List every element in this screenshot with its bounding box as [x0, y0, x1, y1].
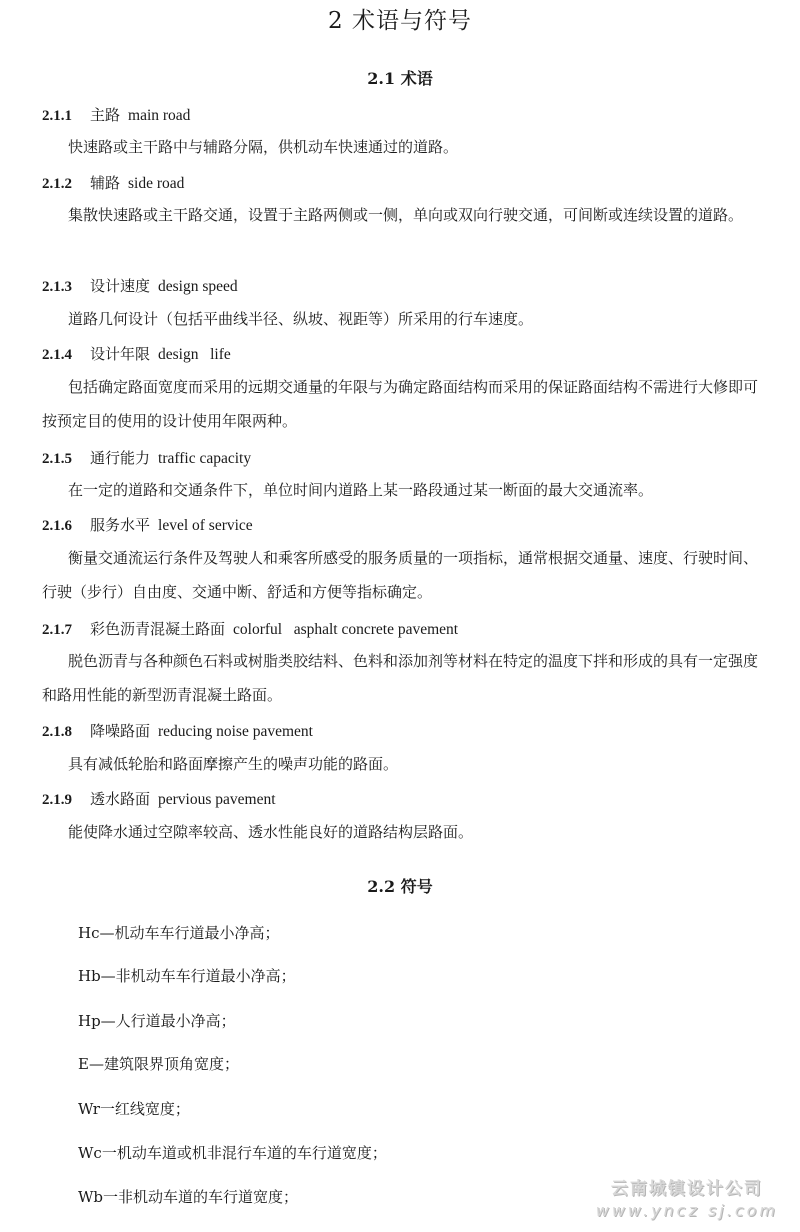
term-heading — [42, 788, 276, 809]
symbol-item: Hc—机动车车行道最小净高； — [78, 924, 280, 942]
term-en: colorful asphalt concrete pavement — [233, 621, 459, 638]
term-heading — [42, 447, 251, 468]
term-number: 2.1.2 — [42, 176, 72, 192]
term-number: 2.1.6 — [42, 518, 72, 534]
term-en: traffic capacity — [158, 450, 252, 467]
symbol-item: E—建筑限界顶角宽度； — [78, 1055, 239, 1073]
term-zh: 彩色沥青混凝土路面 — [90, 620, 226, 638]
term-definition: 脱色沥青与各种颜色石料或树脂类胶结料、色料和添加剂等材料在特定的温度下拌和形成的具有一定强度和路用性能的新型沥青混凝土路面。 — [42, 652, 759, 704]
term-number: 2.1.9 — [42, 792, 72, 808]
term-zh: 主路 — [90, 106, 121, 124]
term-en: main road — [128, 107, 191, 124]
section-title-symbols: 2.2 符号 — [367, 877, 433, 896]
term-definition: 具有减低轮胎和路面摩擦产生的噪声功能的路面。 — [68, 755, 399, 773]
term-number: 2.1.3 — [42, 279, 72, 295]
term-number: 2.1.5 — [42, 451, 72, 467]
term-definition: 衡量交通流运行条件及驾驶人和乘客所感受的服务质量的一项指标，通常根据交通量、速度、行驶时间、行驶（步行）自由度、交通中断、舒适和方便等指标确定。 — [42, 549, 759, 601]
term-number: 2.1.4 — [42, 347, 72, 363]
term-definition: 能使降水通过空隙率较高、透水性能良好的道路结构层路面。 — [68, 823, 474, 841]
term-definition: 包括确定路面宽度而采用的远期交通量的年限与为确定路面结构而采用的保证路面结构不需进行大修即可按预定目的使用的设计使用年限两种。 — [42, 378, 759, 430]
term-heading — [42, 172, 184, 193]
term-definition: 快速路或主干路中与辅路分隔，供机动车快速通过的道路。 — [68, 138, 459, 156]
term-number: 2.1.8 — [42, 724, 72, 740]
term-zh: 设计年限 — [90, 345, 151, 363]
term-en: design life — [158, 346, 231, 363]
term-heading — [42, 618, 458, 639]
term-heading — [42, 720, 313, 741]
term-en: level of service — [158, 517, 253, 534]
symbol-item: Hb—非机动车车行道最小净高； — [78, 967, 296, 985]
term-definition: 集散快速路或主干路交通，设置于主路两侧或一侧，单向或双向行驶交通，可间断或连续设置的道路。 — [68, 206, 744, 224]
symbol-item: Wr一红线宽度； — [78, 1100, 190, 1118]
term-heading — [42, 275, 238, 296]
term-zh: 服务水平 — [90, 516, 151, 534]
watermark — [596, 1174, 778, 1220]
watermark-url: www.yncz sj.com — [595, 1201, 778, 1220]
symbol-item: Hp—人行道最小净高； — [78, 1012, 236, 1030]
section-title-terms: 2.1 术语 — [367, 69, 433, 88]
term-zh: 降噪路面 — [90, 722, 151, 740]
symbol-item: Wc一机动车道或机非混行车道的车行道宽度； — [78, 1144, 387, 1162]
symbol-item: Wb一非机动车道的车行道宽度； — [78, 1188, 299, 1206]
term-heading — [42, 514, 253, 535]
term-zh: 辅路 — [90, 174, 121, 192]
term-en: pervious pavement — [158, 791, 276, 808]
term-number: 2.1.1 — [42, 108, 72, 124]
term-definition: 在一定的道路和交通条件下，单位时间内道路上某一路段通过某一断面的最大交通流率。 — [68, 481, 654, 499]
term-en: side road — [128, 175, 185, 192]
term-zh: 透水路面 — [90, 790, 151, 808]
term-en: reducing noise pavement — [158, 723, 313, 740]
term-zh: 设计速度 — [90, 277, 151, 295]
term-heading — [42, 343, 231, 364]
term-zh: 通行能力 — [90, 449, 151, 467]
term-heading — [42, 104, 190, 125]
chapter-title: 2 术语与符号 — [328, 8, 472, 34]
term-definition: 道路几何设计（包括平曲线半径、纵坡、视距等）所采用的行车速度。 — [68, 310, 534, 328]
watermark-name: 云南城镇设计公司 — [610, 1179, 763, 1199]
term-en: design speed — [158, 278, 238, 295]
term-number: 2.1.7 — [42, 622, 72, 638]
